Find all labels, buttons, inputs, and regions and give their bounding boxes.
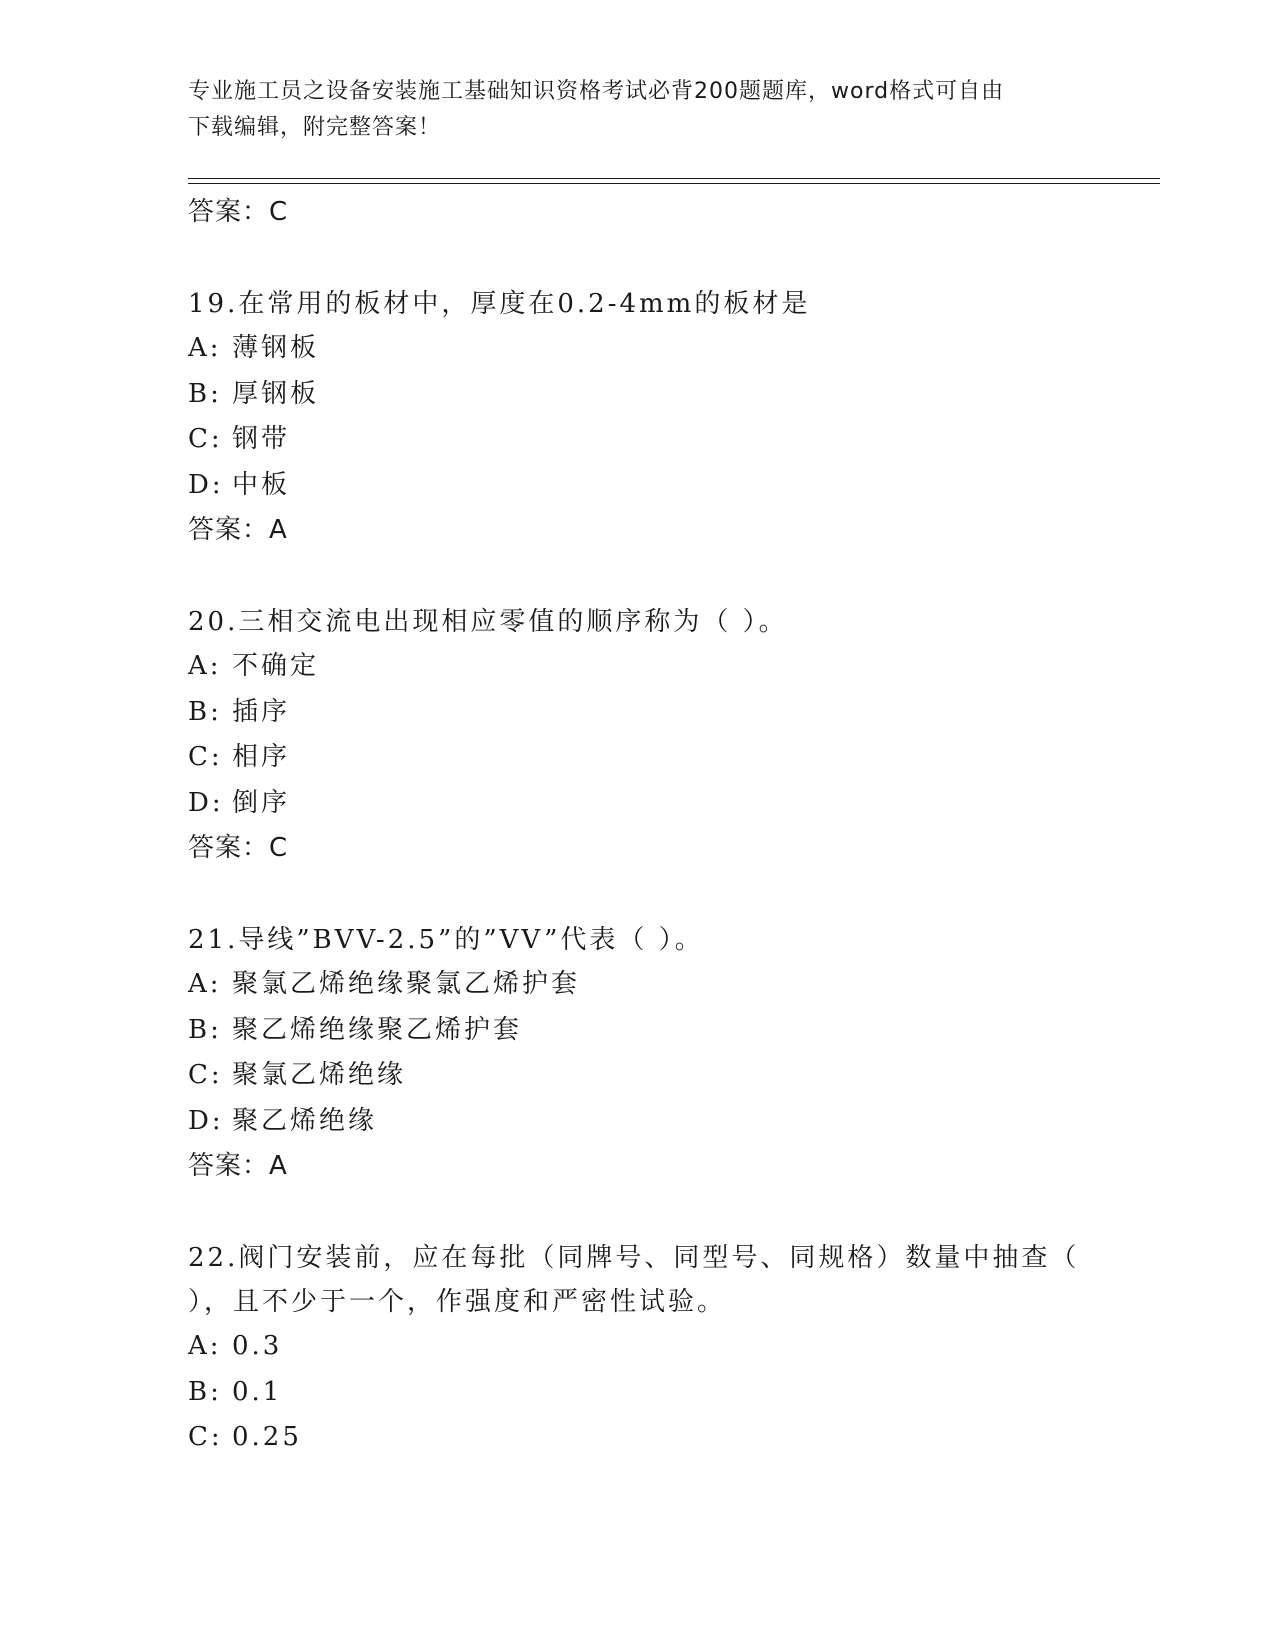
option-text: 0.25 xyxy=(232,1422,302,1452)
option-text: 薄钢板 xyxy=(232,333,320,363)
answer-line: 答案：A xyxy=(188,515,288,545)
option-text: 钢带 xyxy=(232,424,291,454)
option-c xyxy=(188,1053,1088,1099)
option-text: 厚钢板 xyxy=(232,378,320,409)
header-divider-bottom xyxy=(188,183,1160,184)
option-text: 0.3 xyxy=(232,1331,283,1361)
option-letter: C: xyxy=(188,1422,223,1452)
option-letter: B: xyxy=(188,1014,222,1045)
option-d xyxy=(188,463,1088,509)
option-letter: B: xyxy=(188,1376,222,1407)
header-line-1: 专业施工员之设备安装施工基础知识资格考试必背200题题库，word格式可自由 xyxy=(188,79,1005,104)
option-a xyxy=(188,962,1088,1008)
option-letter: C: xyxy=(188,1060,223,1090)
question-text: 21.导线”BVV-2.5”的”VV”代表（ ）。 xyxy=(188,925,704,955)
option-letter: A: xyxy=(188,969,222,999)
option-letter: D: xyxy=(188,1105,224,1136)
option-d xyxy=(188,781,1088,827)
answer-line: 答案：C xyxy=(188,833,289,863)
question-list xyxy=(188,190,1088,1461)
option-d xyxy=(188,1099,1088,1145)
option-text: 不确定 xyxy=(232,651,320,681)
option-a xyxy=(188,644,1088,690)
question-text: 20.三相交流电出现相应零值的顺序称为（ ）。 xyxy=(188,607,788,637)
question-text: 22.阀门安装前，应在每批（同牌号、同型号、同规格）数量中抽查（ ），且不少于一个，作强度和严密性试验。 xyxy=(188,1243,1080,1317)
option-text: 中板 xyxy=(232,469,291,500)
option-b xyxy=(188,1370,1088,1416)
answer-line: 答案：A xyxy=(188,1151,288,1181)
option-text: 0.1 xyxy=(232,1376,283,1407)
option-text: 聚氯乙烯绝缘聚氯乙烯护套 xyxy=(232,969,581,999)
option-text: 聚氯乙烯绝缘 xyxy=(232,1060,407,1090)
question-block-19 xyxy=(188,282,1088,553)
question-block-20 xyxy=(188,600,1088,871)
option-c xyxy=(188,1415,1088,1461)
option-b xyxy=(188,690,1088,736)
document-header xyxy=(188,74,1088,146)
option-c xyxy=(188,735,1088,781)
option-letter: A: xyxy=(188,333,222,363)
option-letter: D: xyxy=(188,787,224,818)
previous-answer: 答案：C xyxy=(188,197,289,227)
option-c xyxy=(188,417,1088,463)
option-text: 聚乙烯绝缘 xyxy=(232,1105,378,1136)
option-b xyxy=(188,372,1088,418)
option-text: 倒序 xyxy=(232,787,291,818)
option-letter: B: xyxy=(188,378,222,409)
question-text: 19.在常用的板材中，厚度在0.2-4mm的板材是 xyxy=(188,289,811,319)
option-letter: C: xyxy=(188,742,223,772)
option-a xyxy=(188,326,1088,372)
option-text: 插序 xyxy=(232,696,291,727)
option-letter: B: xyxy=(188,696,222,727)
option-letter: C: xyxy=(188,424,223,454)
option-letter: A: xyxy=(188,651,222,681)
option-a xyxy=(188,1324,1088,1370)
option-text: 聚乙烯绝缘聚乙烯护套 xyxy=(232,1014,523,1045)
option-text: 相序 xyxy=(232,742,291,772)
option-b xyxy=(188,1008,1088,1054)
option-letter: D: xyxy=(188,469,224,500)
header-line-2: 下载编辑，附完整答案！ xyxy=(188,115,442,140)
question-block-22 xyxy=(188,1236,1088,1461)
option-letter: A: xyxy=(188,1331,222,1361)
header-divider-top xyxy=(188,178,1160,179)
question-block-21 xyxy=(188,918,1088,1189)
